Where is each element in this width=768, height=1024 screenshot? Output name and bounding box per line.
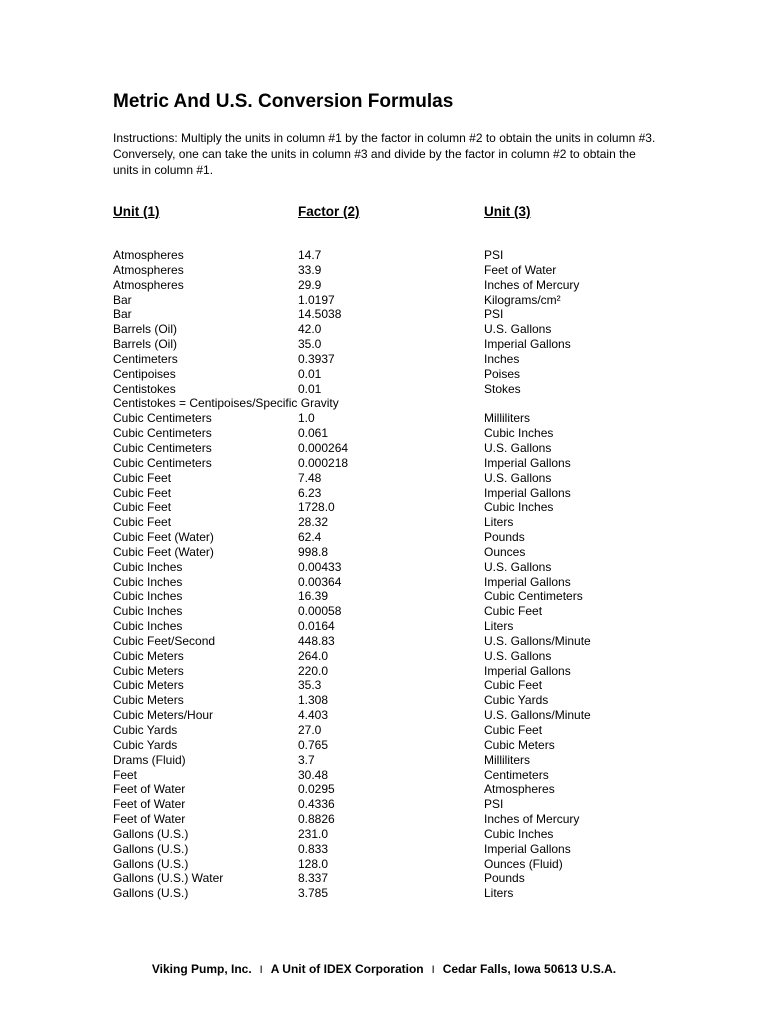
unit1-cell: Centipoises <box>113 366 176 381</box>
factor2-cell: 0.0295 <box>298 782 335 797</box>
table-row <box>113 441 713 456</box>
unit1-cell: Cubic Centimeters <box>113 455 212 470</box>
unit3-cell: Imperial Gallons <box>484 455 571 470</box>
unit3-cell: Poises <box>484 366 521 381</box>
unit1-cell: Cubic Meters <box>113 693 184 708</box>
factor2-cell: 4.403 <box>298 708 329 723</box>
unit3-cell: Imperial Gallons <box>484 663 571 678</box>
unit1-cell: Cubic Centimeters <box>113 440 212 455</box>
factor2-cell: 7.48 <box>298 470 322 485</box>
factor2-cell: 0.765 <box>298 737 329 752</box>
unit1-cell: Cubic Inches <box>113 574 183 589</box>
unit1-cell: Cubic Inches <box>113 589 183 604</box>
column-header-unit3: Unit (3) <box>484 204 531 219</box>
unit3-cell: U.S. Gallons <box>484 470 552 485</box>
unit1-cell: Cubic Feet <box>113 515 172 530</box>
unit3-cell: U.S. Gallons <box>484 440 552 455</box>
page-title: Metric And U.S. Conversion Formulas <box>113 91 454 112</box>
unit1-cell: Cubic Yards <box>113 723 178 737</box>
factor2-cell: 0.4336 <box>298 797 335 812</box>
unit3-cell: Cubic Inches <box>484 500 554 515</box>
unit3-cell: Liters <box>484 515 514 530</box>
factor2-cell: 33.9 <box>298 262 322 277</box>
table-row <box>113 664 713 679</box>
factor2-cell: 1.0197 <box>298 292 335 307</box>
factor2-cell: 1.0 <box>298 411 315 426</box>
unit3-cell: Inches of Mercury <box>484 277 580 292</box>
unit1-cell: Barrels (Oil) <box>113 322 178 337</box>
footer-unit: A Unit of IDEX Corporation <box>270 962 424 976</box>
table-row <box>113 560 713 575</box>
factor2-cell: 27.0 <box>298 723 322 737</box>
factor2-cell: 0.01 <box>298 366 322 381</box>
table-row <box>113 293 713 308</box>
unit3-cell: Inches <box>484 351 520 366</box>
unit3-cell: Imperial Gallons <box>484 841 571 856</box>
table-row <box>113 708 713 723</box>
unit3-cell: Liters <box>484 886 514 901</box>
unit1-cell: Atmospheres <box>113 248 184 262</box>
unit1-cell: Cubic Centimeters <box>113 411 212 426</box>
table-row <box>113 723 713 738</box>
factor2-cell: 0.3937 <box>298 351 335 366</box>
column-header-factor2: Factor (2) <box>298 204 360 219</box>
table-row <box>113 857 713 872</box>
unit3-cell: U.S. Gallons <box>484 648 552 663</box>
table-row <box>113 248 713 263</box>
factor2-cell: 1.308 <box>298 693 329 708</box>
table-row <box>113 263 713 278</box>
unit1-cell: Cubic Feet/Second <box>113 633 216 648</box>
table-row <box>113 486 713 501</box>
unit3-cell: Cubic Feet <box>484 678 543 693</box>
unit1-cell: Gallons (U.S.) <box>113 886 189 901</box>
table-row <box>113 678 713 693</box>
unit3-cell: Milliliters <box>484 411 530 426</box>
table-row <box>113 634 713 649</box>
unit1-cell: Bar <box>113 292 132 307</box>
table-row <box>113 782 713 797</box>
table-row <box>113 545 713 560</box>
unit1-cell: Centistokes = Centipoises/Specific Gravity <box>113 396 339 411</box>
factor2-cell: 0.000218 <box>298 455 349 470</box>
factor2-cell: 998.8 <box>298 544 329 559</box>
factor2-cell: 264.0 <box>298 648 329 663</box>
unit1-cell: Gallons (U.S.) <box>113 841 189 856</box>
unit3-cell: Inches of Mercury <box>484 812 580 827</box>
factor2-cell: 14.7 <box>298 248 322 262</box>
factor2-cell: 62.4 <box>298 530 322 545</box>
factor2-cell: 29.9 <box>298 277 322 292</box>
footer-separator: I <box>259 964 263 976</box>
unit1-cell: Gallons (U.S.) <box>113 826 189 841</box>
unit3-cell: Stokes <box>484 381 521 396</box>
unit1-cell: Cubic Feet <box>113 485 172 500</box>
table-row <box>113 471 713 486</box>
table-row <box>113 753 713 768</box>
unit3-cell: U.S. Gallons <box>484 322 552 337</box>
instructions-text: Instructions: Multiply the units in column #1 by the factor in column #2 to obtain the units in column #3. Conversely, one can take the units in column #3 and divide by the factor in column #2 to obtain the units in column #1. <box>113 131 656 177</box>
table-row <box>113 886 713 901</box>
unit1-cell: Cubic Feet <box>113 500 172 515</box>
unit3-cell: U.S. Gallons/Minute <box>484 633 591 648</box>
unit1-cell: Centimeters <box>113 351 178 366</box>
unit3-cell: PSI <box>484 797 504 812</box>
unit1-cell: Cubic Yards <box>113 737 178 752</box>
table-row <box>113 871 713 886</box>
factor2-cell: 35.3 <box>298 678 322 693</box>
unit1-cell: Cubic Meters/Hour <box>113 708 214 723</box>
table-row <box>113 768 713 783</box>
table-row <box>113 411 713 426</box>
unit3-cell: Cubic Feet <box>484 604 543 619</box>
unit3-cell: Ounces (Fluid) <box>484 856 563 871</box>
factor2-cell: 0.00433 <box>298 559 342 574</box>
unit3-cell: PSI <box>484 248 504 262</box>
unit3-cell: Imperial Gallons <box>484 574 571 589</box>
unit1-cell: Bar <box>113 307 132 322</box>
unit1-cell: Feet <box>113 767 138 782</box>
factor2-cell: 16.39 <box>298 589 329 604</box>
factor2-cell: 14.5038 <box>298 307 342 322</box>
unit3-cell: Cubic Meters <box>484 737 555 752</box>
factor2-cell: 35.0 <box>298 337 322 352</box>
page-footer <box>0 962 768 976</box>
unit1-cell: Centistokes <box>113 381 176 396</box>
table-row <box>113 575 713 590</box>
factor2-cell: 3.785 <box>298 886 329 901</box>
unit3-cell: Cubic Inches <box>484 826 554 841</box>
column-header-unit1: Unit (1) <box>113 204 160 219</box>
factor2-cell: 448.83 <box>298 633 335 648</box>
unit3-cell: Kilograms/cm² <box>484 292 561 307</box>
table-row <box>113 842 713 857</box>
factor2-cell: 28.32 <box>298 515 329 530</box>
factor2-cell: 0.061 <box>298 426 329 441</box>
unit1-cell: Cubic Feet (Water) <box>113 530 214 545</box>
factor2-cell: 8.337 <box>298 871 329 886</box>
table-row <box>113 693 713 708</box>
unit1-cell: Gallons (U.S.) Water <box>113 871 224 886</box>
table-row <box>113 426 713 441</box>
unit1-cell: Cubic Meters <box>113 663 184 678</box>
table-row <box>113 589 713 604</box>
table-row <box>113 649 713 664</box>
factor2-cell: 128.0 <box>298 856 329 871</box>
factor2-cell: 6.23 <box>298 485 322 500</box>
unit1-cell: Cubic Feet <box>113 470 172 485</box>
footer-location: Cedar Falls, Iowa 50613 U.S.A. <box>442 962 617 976</box>
table-row <box>113 322 713 337</box>
table-row <box>113 812 713 827</box>
factor2-cell: 30.48 <box>298 767 329 782</box>
unit1-cell: Feet of Water <box>113 782 186 797</box>
unit3-cell: Liters <box>484 619 514 634</box>
table-row <box>113 278 713 293</box>
table-row <box>113 352 713 367</box>
factor2-cell: 0.00364 <box>298 574 342 589</box>
unit3-cell: Cubic Yards <box>484 693 549 708</box>
factor2-cell: 0.833 <box>298 841 329 856</box>
unit3-cell: Feet of Water <box>484 262 557 277</box>
unit1-cell: Cubic Inches <box>113 604 183 619</box>
unit1-cell: Cubic Feet (Water) <box>113 544 214 559</box>
unit3-cell: Imperial Gallons <box>484 485 571 500</box>
table-row <box>113 827 713 842</box>
unit3-cell: PSI <box>484 307 504 322</box>
unit3-cell: Cubic Centimeters <box>484 589 583 604</box>
unit3-cell: U.S. Gallons/Minute <box>484 708 591 723</box>
table-row <box>113 797 713 812</box>
table-row <box>113 456 713 471</box>
unit1-cell: Gallons (U.S.) <box>113 856 189 871</box>
factor2-cell: 231.0 <box>298 826 329 841</box>
table-row <box>113 515 713 530</box>
table-row <box>113 604 713 619</box>
unit3-cell: Cubic Inches <box>484 426 554 441</box>
factor2-cell: 0.00058 <box>298 604 342 619</box>
factor2-cell: 1728.0 <box>298 500 335 515</box>
unit3-cell: Milliliters <box>484 752 530 767</box>
unit1-cell: Cubic Inches <box>113 559 183 574</box>
factor2-cell: 3.7 <box>298 752 315 767</box>
table-row <box>113 337 713 352</box>
unit1-cell: Cubic Inches <box>113 619 183 634</box>
table-row <box>113 738 713 753</box>
table-row <box>113 367 713 382</box>
factor2-cell: 0.0164 <box>298 619 335 634</box>
unit1-cell: Drams (Fluid) <box>113 752 186 767</box>
unit3-cell: Atmospheres <box>484 782 555 797</box>
unit3-cell: Ounces <box>484 544 526 559</box>
table-row <box>113 530 713 545</box>
unit3-cell: U.S. Gallons <box>484 559 552 574</box>
unit1-cell: Cubic Centimeters <box>113 426 212 441</box>
unit3-cell: Imperial Gallons <box>484 337 571 352</box>
table-row <box>113 619 713 634</box>
unit3-cell: Centimeters <box>484 767 549 782</box>
table-row <box>113 307 713 322</box>
factor2-cell: 220.0 <box>298 663 329 678</box>
unit1-cell: Barrels (Oil) <box>113 337 178 352</box>
factor2-cell: 0.8826 <box>298 812 335 827</box>
unit1-cell: Feet of Water <box>113 812 186 827</box>
unit3-cell: Pounds <box>484 871 525 886</box>
factor2-cell: 0.000264 <box>298 440 349 455</box>
footer-company: Viking Pump, Inc. <box>151 962 252 976</box>
unit1-cell: Feet of Water <box>113 797 186 812</box>
conversion-table <box>113 248 713 901</box>
table-row <box>113 382 713 397</box>
footer-separator: I <box>431 964 435 976</box>
unit1-cell: Cubic Meters <box>113 648 184 663</box>
unit1-cell: Atmospheres <box>113 262 184 277</box>
table-row <box>113 396 713 411</box>
table-row <box>113 500 713 515</box>
unit1-cell: Cubic Meters <box>113 678 184 693</box>
factor2-cell: 42.0 <box>298 322 322 337</box>
unit1-cell: Atmospheres <box>113 277 184 292</box>
factor2-cell: 0.01 <box>298 381 322 396</box>
unit3-cell: Pounds <box>484 530 525 545</box>
unit3-cell: Cubic Feet <box>484 723 543 737</box>
